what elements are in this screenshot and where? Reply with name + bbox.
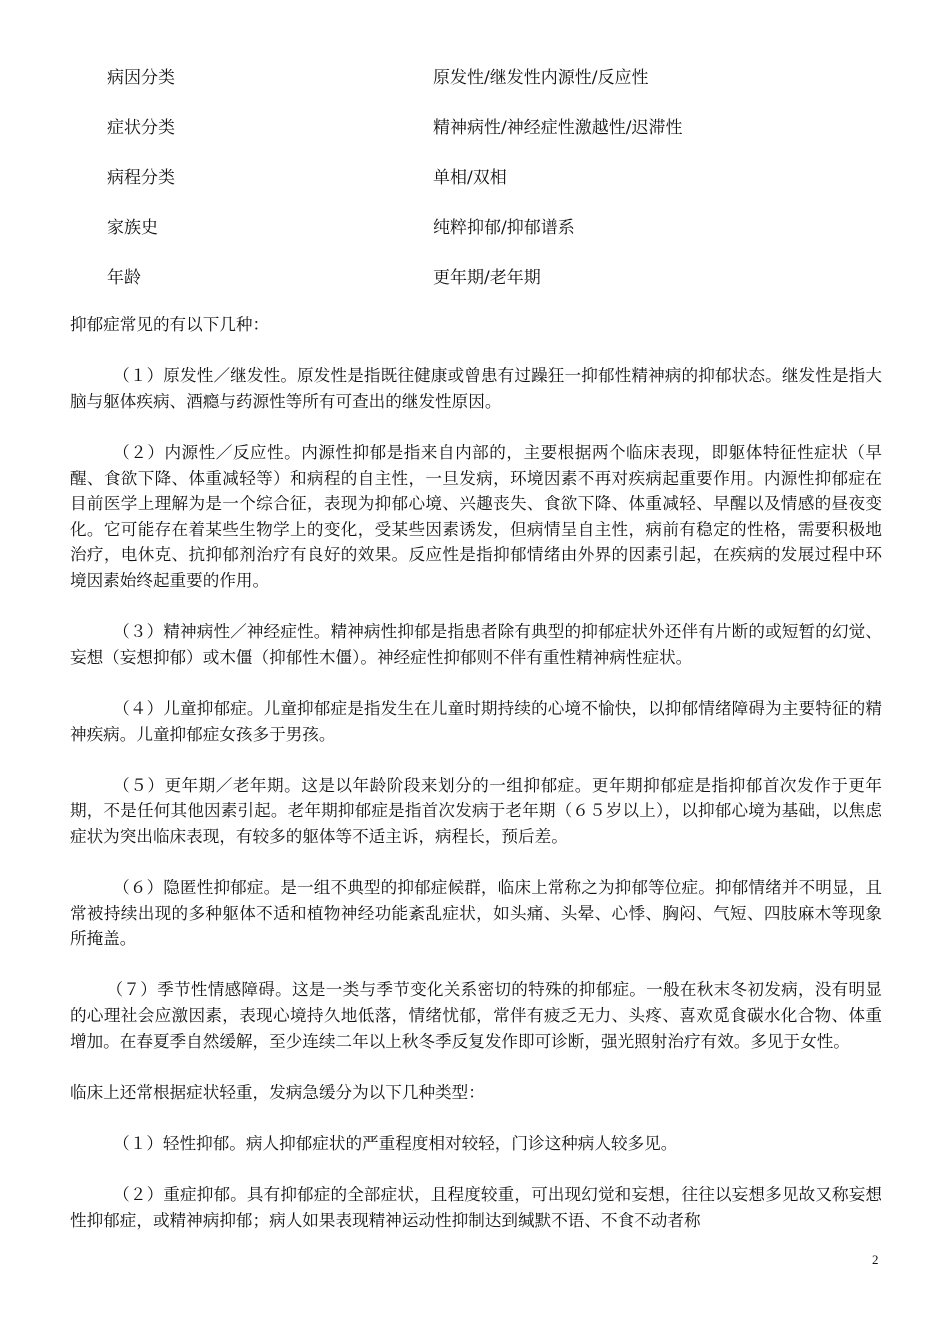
table-row	[107, 214, 867, 264]
type-paragraph-4: （４）儿童抑郁症。儿童抑郁症是指发生在儿童时期持续的心境不愉快，以抑郁情绪障碍为主要特征的精神疾病。儿童抑郁症女孩多于男孩。	[70, 698, 882, 744]
category-label: 年龄	[107, 268, 141, 288]
category-label: 家族史	[107, 218, 158, 238]
category-label: 病因分类	[107, 68, 175, 88]
table-row	[107, 264, 867, 314]
type-paragraph-5: （５）更年期／老年期。这是以年龄阶段来划分的一组抑郁症。更年期抑郁症是指抑郁首次发作于更年期，不是任何其他因素引起。老年期抑郁症是指首次发病于老年期（６５岁以上），以抑郁心境为基础，以焦虑症状为突出临床表现，有较多的躯体等不适主诉，病程长，预后差。	[70, 775, 882, 846]
category-types: 原发性/继发性内源性/反应性	[433, 68, 649, 88]
type-paragraph-7: （７）季节性情感障碍。这是一类与季节变化关系密切的特殊的抑郁症。一般在秋末冬初发病，没有明显的心理社会应激因素，表现心境持久地低落，情绪忧郁，常伴有疲乏无力、头疼、喜欢觅食碳水化合物、体重增加。在春夏季自然缓解，至少连续二年以上秋冬季反复发作即可诊断，强光照射治疗有效。多见于女性。	[70, 980, 882, 1051]
category-types: 更年期/老年期	[433, 268, 541, 288]
category-types: 纯粹抑郁/抑郁谱系	[433, 218, 575, 238]
severity-paragraph-1: （１）轻性抑郁。病人抑郁症状的严重程度相对较轻，门诊这种病人较多见。	[113, 1134, 678, 1153]
type-paragraph-6: （６）隐匿性抑郁症。是一组不典型的抑郁症候群，临床上常称之为抑郁等位症。抑郁情绪并不明显，且常被持续出现的多种躯体不适和植物神经功能紊乱症状，如头痛、头晕、心悸、胸闷、气短、四肢麻木等现象所掩盖。	[70, 878, 882, 949]
page-number: 2	[872, 1252, 879, 1267]
table-row	[107, 164, 867, 214]
category-label: 症状分类	[107, 118, 175, 138]
common-types-intro: 抑郁症常见的有以下几种：	[70, 315, 270, 334]
type-paragraph-1: （１）原发性／继发性。原发性是指既往健康或曾患有过躁狂一抑郁性精神病的抑郁状态。继发性是指大脑与躯体疾病、酒瘾与药源性等所有可查出的继发性原因。	[70, 366, 882, 411]
body-text	[70, 312, 882, 1259]
category-types: 单相/双相	[433, 168, 507, 188]
severity-paragraph-2: （２）重症抑郁。具有抑郁症的全部症状，且程度较重，可出现幻觉和妄想，往往以妄想多见故又称妄想性抑郁症，或精神病抑郁；病人如果表现精神运动性抑制达到缄默不语、不食不动者称	[70, 1185, 882, 1230]
type-paragraph-2: （２）内源性／反应性。内源性抑郁是指来自内部的，主要根据两个临床表现，即躯体特征性症状（早醒、食欲下降、体重减轻等）和病程的自主性，一旦发病，环境因素不再对疾病起重要作用。内源性抑郁症在目前医学上理解为是一个综合征，表现为抑郁心境、兴趣丧失、食欲下降、体重减轻、早醒以及情感的昼夜变化。它可能存在着某些生物学上的变化，受某些因素诱发，但病情呈自主性，病前有稳定的性格，需要积极地治疗，电休克、抗抑郁剂治疗有良好的效果。反应性是指抑郁情绪由外界的因素引起，在疾病的发展过程中环境因素始终起重要的作用。	[70, 442, 882, 590]
type-paragraph-3: （３）精神病性／神经症性。精神病性抑郁是指患者除有典型的抑郁症状外还伴有片断的或短暂的幻觉、妄想（妄想抑郁）或木僵（抑郁性木僵）。神经症性抑郁则不伴有重性精神病性症状。	[70, 622, 882, 667]
classification-table	[107, 64, 867, 314]
category-types: 精神病性/神经症性激越性/迟滞性	[433, 118, 683, 138]
category-label: 病程分类	[107, 168, 175, 188]
table-row	[107, 114, 867, 164]
severity-intro: 临床上还常根据症状轻重，发病急缓分为以下几种类型：	[70, 1082, 485, 1102]
table-row	[107, 64, 867, 114]
